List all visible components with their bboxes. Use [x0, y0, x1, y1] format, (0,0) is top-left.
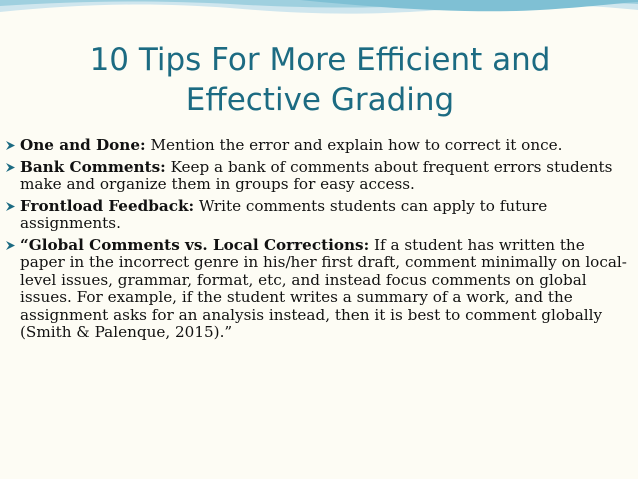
slide-title	[40, 40, 600, 120]
arrow-bullet-icon	[5, 140, 16, 151]
tip-text: Keep a bank of comments about frequent errors students make and organize them in groups for easy access.	[20, 157, 613, 193]
tip-label: Bank Comments:	[20, 157, 166, 176]
list-item	[5, 198, 633, 233]
list-item	[5, 137, 633, 155]
header-wave-decoration	[0, 0, 638, 40]
tip-text: If a student has written the paper in the incorrect genre in his/her first draft, comment minimally on local-level issues, grammar, format, etc, and instead focus comments on global issues. For example, if the student writes a summary of a work, and the assignment asks for an analysis instead, then it is best to comment globally (Smith & Palenque, 2015).”	[20, 235, 627, 341]
title-line-1: 10 Tips For More Efficient and	[89, 42, 551, 78]
tip-label: “Global Comments vs. Local Corrections:	[20, 235, 370, 254]
list-item	[5, 159, 633, 194]
tip-text: Mention the error and explain how to correct it once.	[145, 136, 563, 154]
arrow-bullet-icon	[5, 162, 16, 173]
list-item	[5, 237, 633, 342]
tip-label: Frontload Feedback:	[20, 196, 195, 215]
arrow-bullet-icon	[5, 201, 16, 212]
title-line-2: Effective Grading	[185, 82, 455, 118]
tip-label: One and Done:	[20, 136, 146, 154]
tips-list	[5, 137, 633, 346]
arrow-bullet-icon	[5, 240, 16, 251]
tip-text: Write comments students can apply to future assignments.	[20, 196, 548, 232]
